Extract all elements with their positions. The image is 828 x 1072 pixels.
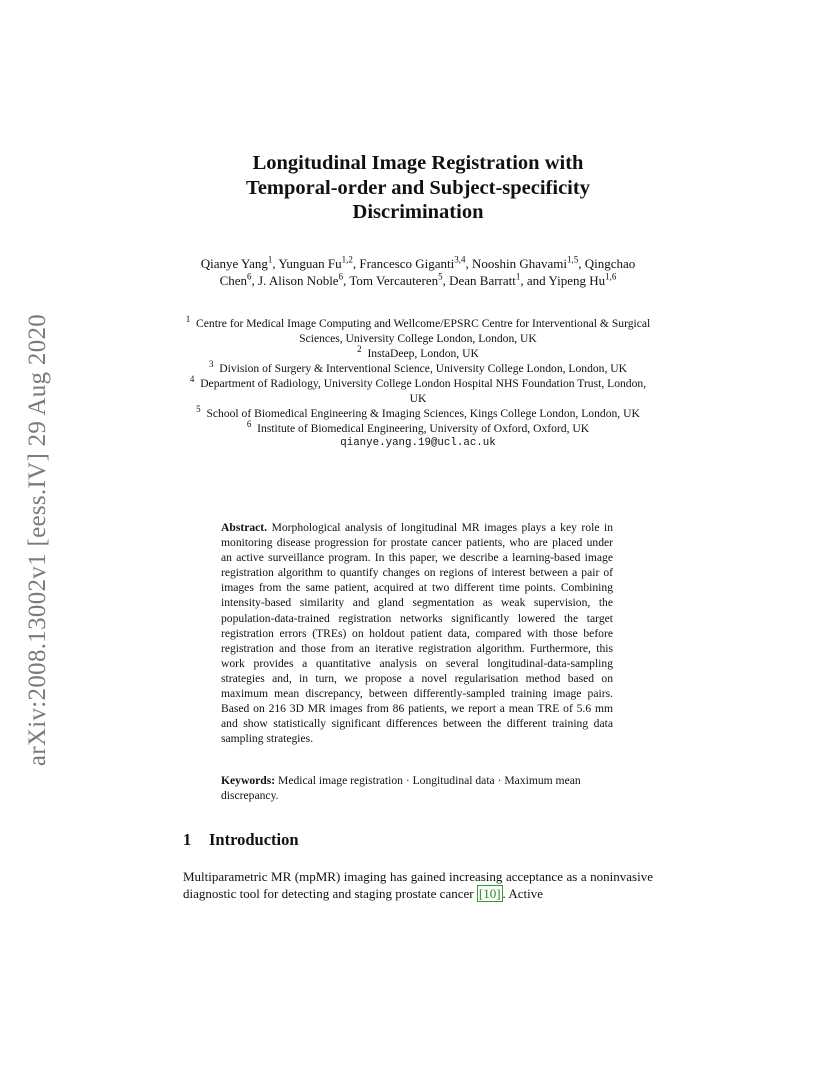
author-name: Qingchao Chen: [219, 256, 636, 288]
author-conjunction: and: [526, 273, 546, 288]
author-name: J. Alison Noble: [258, 273, 339, 288]
author-affiliation-marker: 3,4: [454, 254, 466, 265]
abstract-text: Morphological analysis of longitudinal MR images plays a key role in monitoring disease progression for prostate cancer patients, who are placed under an active surveillance program. In this paper, we describe a learning-based image registration algorithm to quantify changes on regions of interest between a pair of images from the same patient, acquired at two different time points. Combining intensity-based similarity and gland segmentation as weak supervision, the population-data-trained registration networks significantly lowered the target registration errors (TREs) on holdout patient data, compared with those before registration and those from an iterative registration algorithm. Furthermore, this work provides a quantitative analysis on several longitudinal-data-sampling strategies and, in turn, we propose a novel regularisation method based on maximum mean discrepancy, between differently-sampled training image pairs. Based on 216 3D MR images from 86 patients, we report a mean TRE of 5.6 mm and show statistically significant differences between the different training data sampling strategies.: [221, 521, 613, 746]
affiliation-item: [183, 421, 653, 436]
affiliation-text: Division of Surgery & Interventional Science, University College London, London, UK: [219, 362, 628, 375]
affiliation-item: [183, 346, 653, 361]
affiliation-marker: 3: [208, 359, 214, 370]
paper-title: [183, 151, 653, 225]
section-number: 1: [183, 830, 192, 849]
keywords: [221, 773, 613, 803]
introduction-paragraph: [183, 868, 653, 902]
affiliation-marker: 4: [189, 374, 195, 385]
affiliation-item: [183, 406, 653, 421]
affiliation-marker: 6: [246, 419, 252, 430]
author-affiliation-marker: 5: [438, 271, 443, 282]
section-title: Introduction: [209, 830, 299, 849]
section-heading-introduction: [183, 830, 653, 850]
author-name: Nooshin Ghavami: [472, 256, 568, 271]
abstract: [221, 520, 613, 746]
author-affiliation-marker: 1,2: [341, 254, 353, 265]
affiliation-marker: 2: [357, 344, 362, 355]
title-line-2: Temporal-order and Subject-specificity: [246, 176, 590, 199]
title-line-3: Discrimination: [352, 201, 484, 223]
intro-text-after: . Active: [502, 886, 543, 901]
contact-email[interactable]: qianye.yang.19@ucl.ac.uk: [340, 437, 496, 449]
author-affiliation-marker: 1: [515, 271, 521, 282]
affiliation-text: School of Biomedical Engineering & Imaging Sciences, Kings College London, London, UK: [206, 407, 640, 420]
affiliation-item: [183, 376, 653, 406]
intro-text: Multiparametric MR (mpMR) imaging has gained increasing acceptance as a noninvasive diagnostic tool for detecting and staging prostate cancer: [183, 869, 653, 901]
affiliation-item: [183, 361, 653, 376]
keywords-label: Keywords:: [221, 774, 276, 787]
author-affiliation-marker: 1,6: [605, 271, 617, 282]
author-name: Yipeng Hu: [548, 273, 606, 288]
author-name: Francesco Giganti: [359, 256, 455, 271]
affiliation-text: Institute of Biomedical Engineering, University of Oxford, Oxford, UK: [257, 422, 590, 435]
citation-link[interactable]: [10]: [478, 886, 501, 901]
affiliation-text: InstaDeep, London, UK: [367, 347, 479, 360]
author-name: Dean Barratt: [449, 273, 516, 288]
author-affiliation-marker: 6: [338, 271, 344, 282]
abstract-label: Abstract.: [221, 521, 268, 534]
author-affiliation-marker: 1: [267, 254, 273, 265]
affiliation-list: [183, 316, 653, 451]
title-line-1: Longitudinal Image Registration with: [252, 152, 584, 174]
author-list: Qianye Yang$^1$, Yunguan Fu$^{1,2}$, Francesco Giganti$^{3,4}$, Nooshin Ghavami$^{1,5}$, Qingchao Chen$^6$, J. Alison Noble$^6$, Tom Vercauteren$^5$, Dean Barratt$^1$, and Yipeng Hu$^{1,6}$: [200, 254, 636, 288]
affiliation-text: Centre for Medical Image Computing and Wellcome/EPSRC Centre for Interventional & Surgical Sciences, University College London, London, UK: [196, 317, 651, 345]
author-affiliation-marker: 6: [247, 271, 252, 282]
affiliation-text: Department of Radiology, University College London Hospital NHS Foundation Trust, London, UK: [200, 377, 647, 405]
affiliation-marker: 5: [196, 404, 201, 415]
keywords-text: Medical image registration · Longitudinal data · Maximum mean discrepancy.: [221, 774, 581, 803]
affiliation-marker: 1: [185, 314, 191, 325]
author-name: Qianye Yang: [200, 256, 268, 271]
author-name: Yunguan Fu: [278, 256, 342, 271]
author-name: Tom Vercauteren: [349, 273, 439, 288]
author-affiliation-marker: 1,5: [567, 254, 579, 265]
arxiv-identifier-stamp: arXiv:2008.13002v1 [eess.IV] 29 Aug 2020: [24, 313, 51, 767]
affiliation-item: [183, 316, 653, 346]
